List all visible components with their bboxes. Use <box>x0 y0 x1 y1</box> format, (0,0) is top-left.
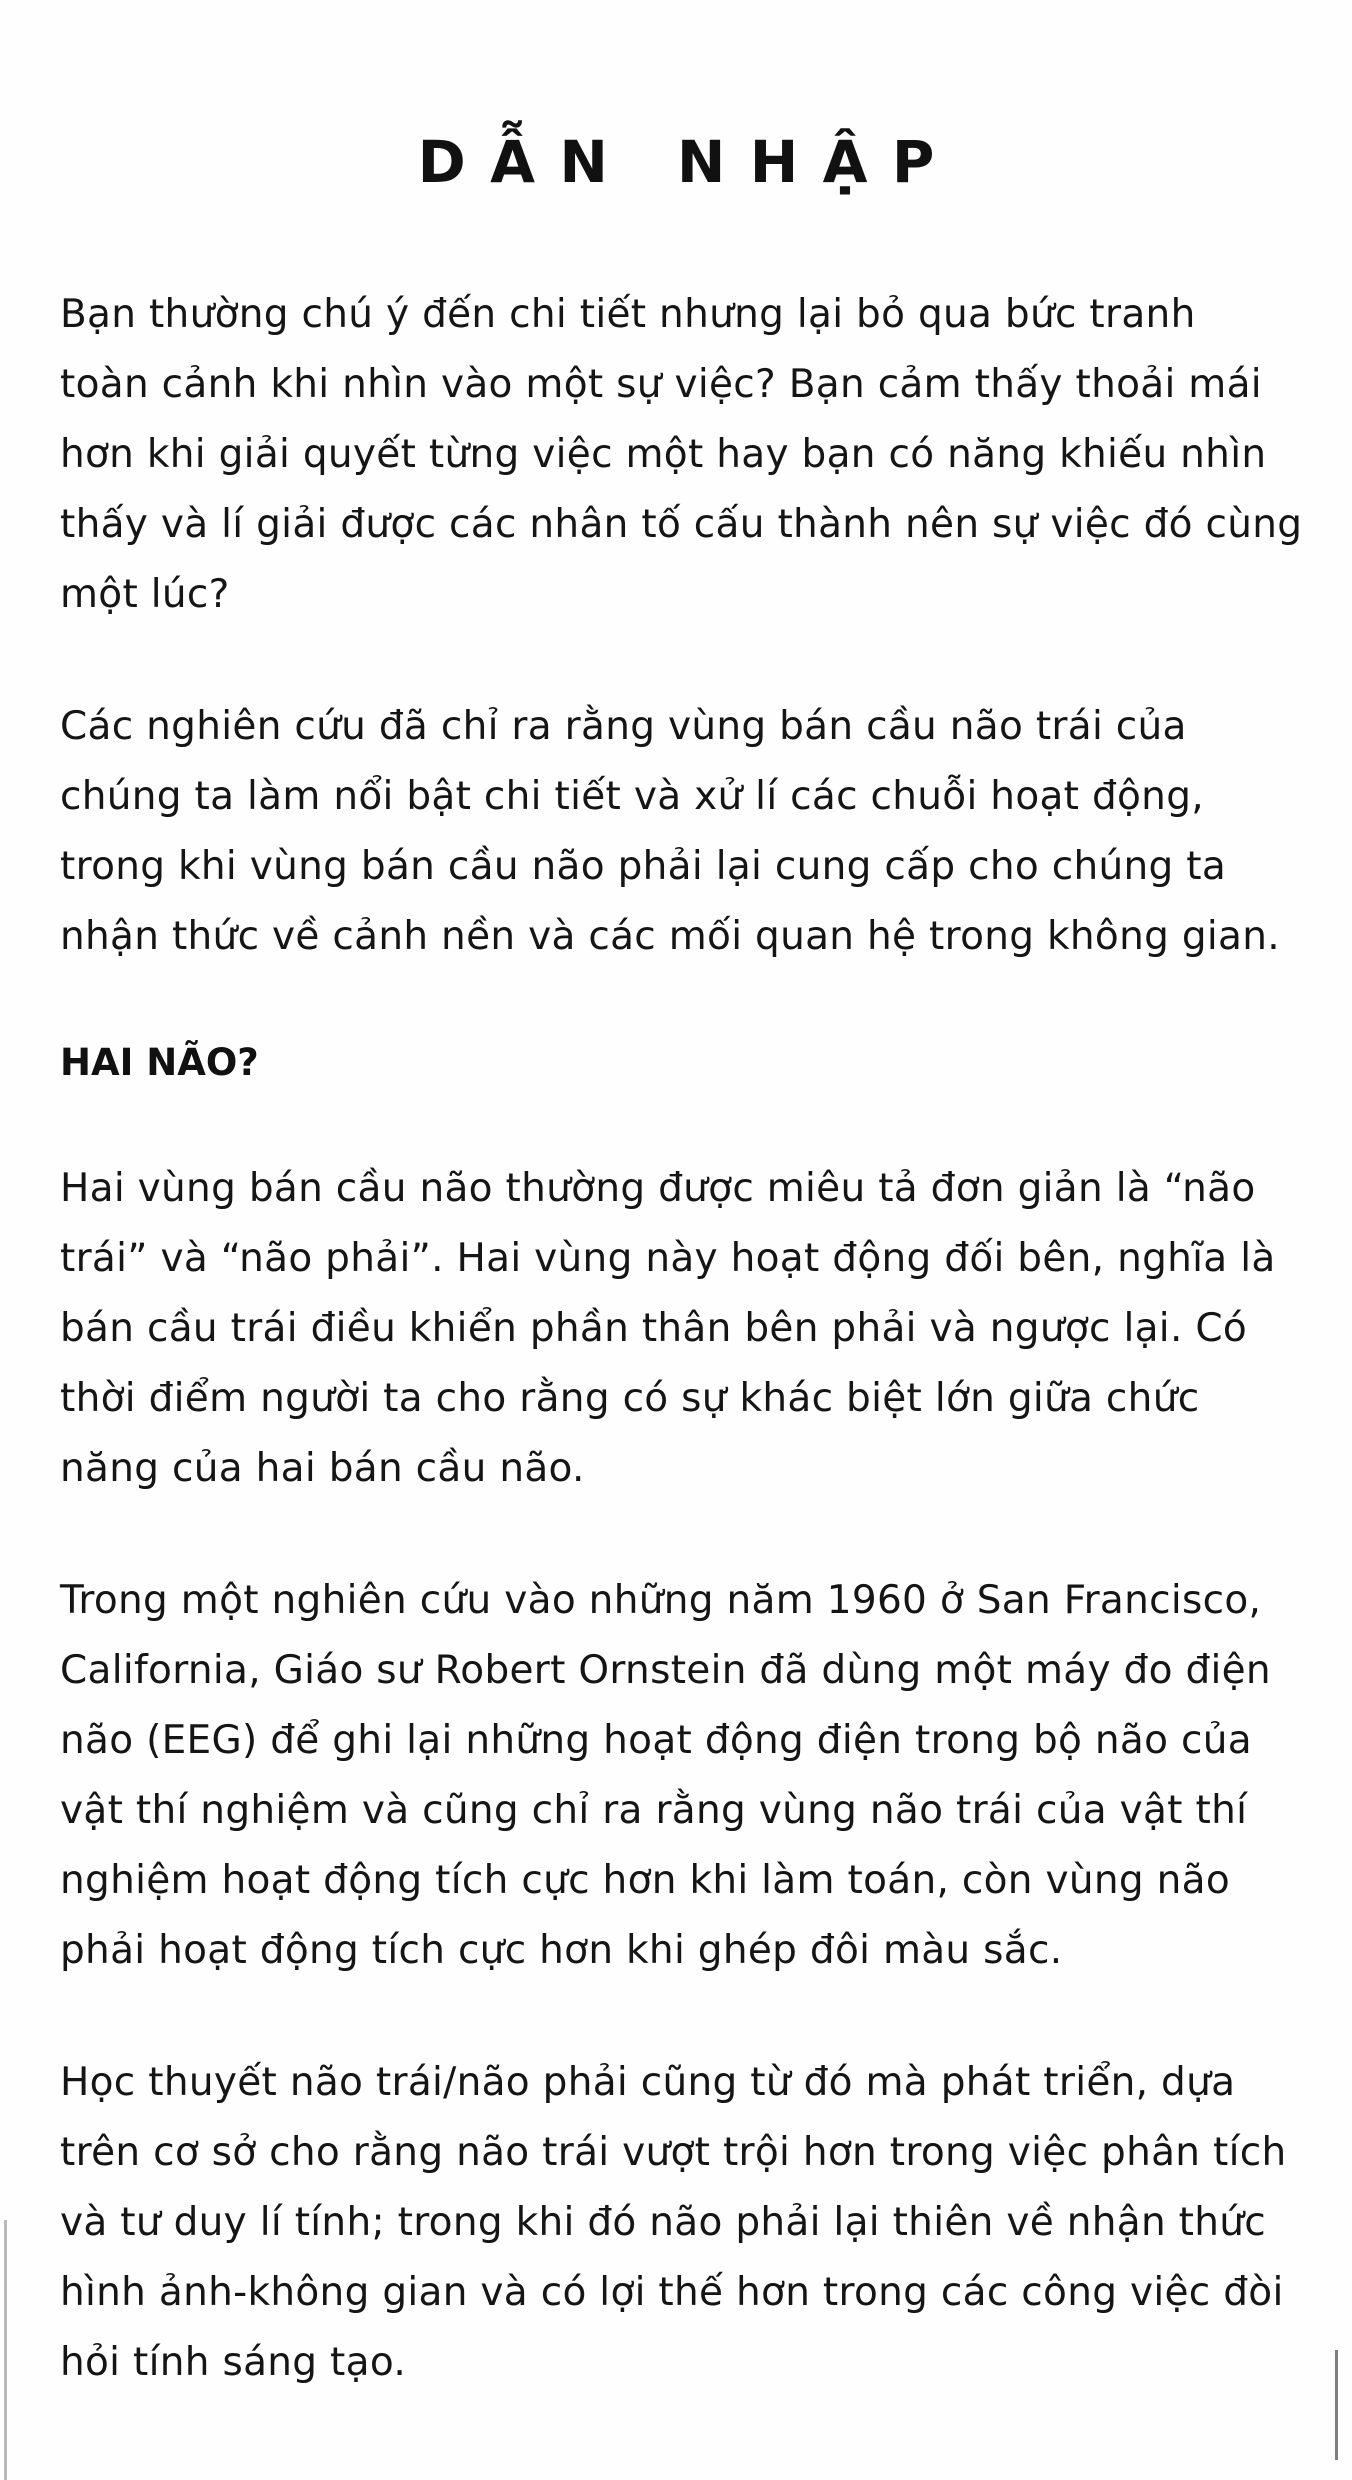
scan-edge-shadow-right <box>1335 2350 1338 2460</box>
text-line: Học thuyết não trái/não phải cũng từ đó mà phát triển, dựa <box>60 2060 1236 2105</box>
text-line: nhận thức về cảnh nền và các mối quan hệ trong không gian. <box>60 914 1280 959</box>
text-line: phải hoạt động tích cực hơn khi ghép đôi màu sắc. <box>60 1928 1063 1973</box>
chapter-title: DẪN NHẬP <box>417 128 959 196</box>
text-line: nghiệm hoạt động tích cực hơn khi làm toán, còn vùng não <box>60 1858 1231 1903</box>
text-line: bán cầu trái điều khiển phần thân bên phải và ngược lại. Có <box>60 1306 1248 1351</box>
text-line: hơn khi giải quyết từng việc một hay bạn có năng khiếu nhìn <box>60 432 1267 477</box>
text-line: chúng ta làm nổi bật chi tiết và xử lí các chuỗi hoạt động, <box>60 774 1204 819</box>
text-line: và tư duy lí tính; trong khi đó não phải lại thiên về nhận thức <box>60 2200 1267 2245</box>
paragraph-theory <box>60 2048 1310 2398</box>
section-heading: HAI NÃO? <box>60 1041 259 1084</box>
text-line: Trong một nghiên cứu vào những năm 1960 ở San Francisco, <box>60 1578 1262 1623</box>
paragraph-intro <box>60 280 1310 630</box>
paragraph-two-brains <box>60 1154 1310 1504</box>
text-line: năng của hai bán cầu não. <box>60 1446 585 1491</box>
paragraph-research <box>60 692 1310 972</box>
text-line: toàn cảnh khi nhìn vào một sự việc? Bạn cảm thấy thoải mái <box>60 362 1262 407</box>
paragraph-ornstein <box>60 1566 1310 1986</box>
text-line: vật thí nghiệm và cũng chỉ ra rằng vùng não trái của vật thí <box>60 1788 1248 1833</box>
text-line: Hai vùng bán cầu não thường được miêu tả đơn giản là “não <box>60 1166 1256 1211</box>
text-line: Bạn thường chú ý đến chi tiết nhưng lại bỏ qua bức tranh <box>60 292 1196 337</box>
text-line: California, Giáo sư Robert Ornstein đã dùng một máy đo điện <box>60 1648 1271 1693</box>
text-line: hỏi tính sáng tạo. <box>60 2340 407 2385</box>
page-content <box>60 280 1310 2460</box>
text-line: một lúc? <box>60 572 230 617</box>
text-line: Các nghiên cứu đã chỉ ra rằng vùng bán cầu não trái của <box>60 704 1187 749</box>
text-line: thấy và lí giải được các nhân tố cấu thành nên sự việc đó cùng <box>60 502 1303 547</box>
text-line: trong khi vùng bán cầu não phải lại cung cấp cho chúng ta <box>60 844 1227 889</box>
text-line: hình ảnh-không gian và có lợi thế hơn trong các công việc đòi <box>60 2270 1284 2315</box>
text-line: não (EEG) để ghi lại những hoạt động điện trong bộ não của <box>60 1718 1252 1763</box>
text-line: thời điểm người ta cho rằng có sự khác biệt lớn giữa chức <box>60 1376 1200 1421</box>
text-line: trái” và “não phải”. Hai vùng này hoạt động đối bên, nghĩa là <box>60 1236 1276 1281</box>
scan-edge-shadow-left <box>4 2220 7 2480</box>
text-line: trên cơ sở cho rằng não trái vượt trội hơn trong việc phân tích <box>60 2130 1287 2175</box>
